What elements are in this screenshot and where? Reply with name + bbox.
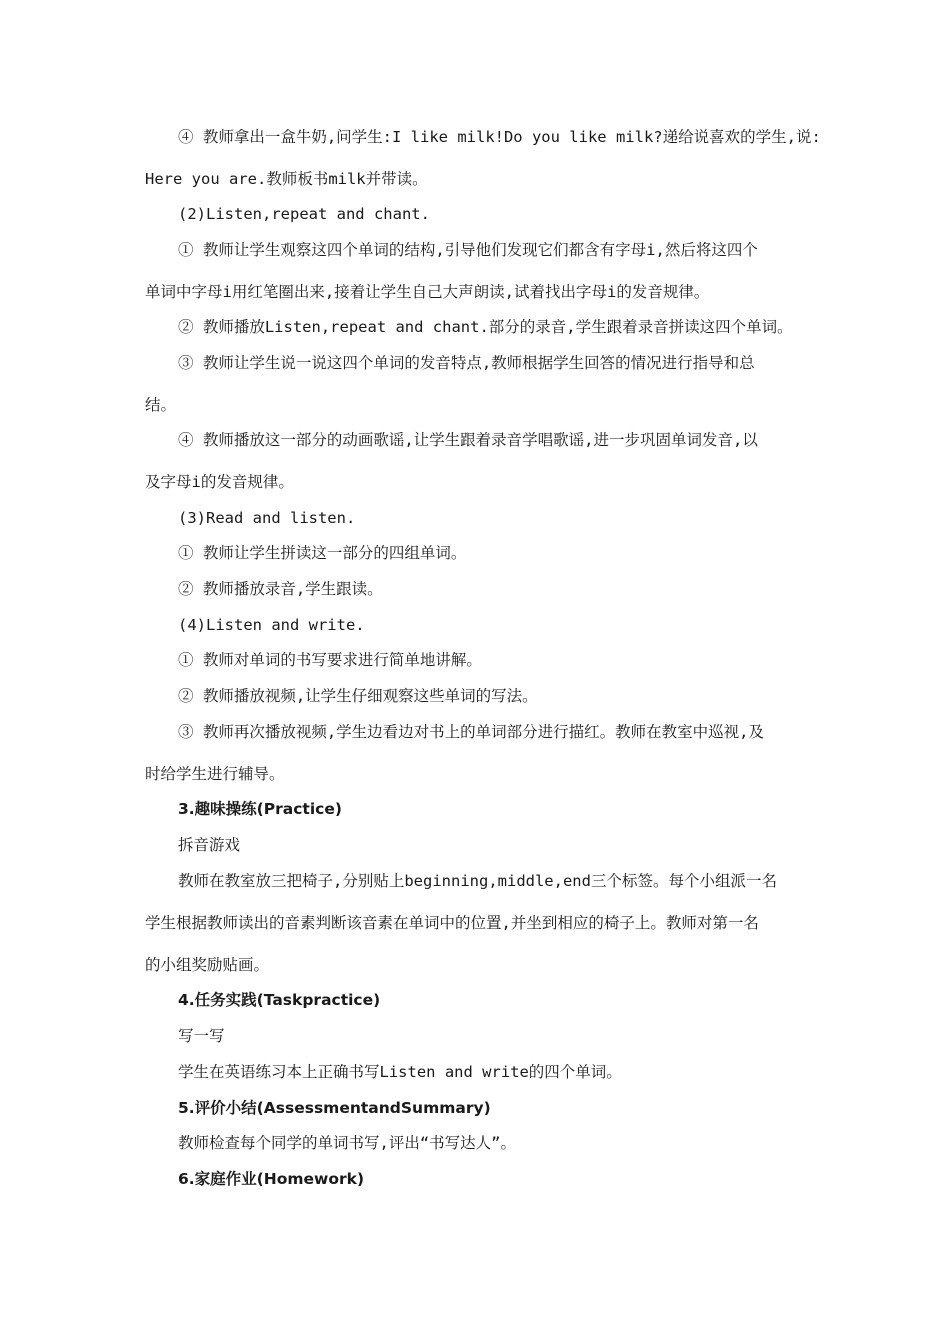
paragraph-line: 教师检查每个同学的单词书写,评出“书写达人”。 — [178, 1134, 516, 1152]
paragraph-line: ① 教师对单词的书写要求进行简单地讲解。 — [178, 651, 482, 669]
paragraph-line: ③ 教师让学生说一说这四个单词的发音特点,教师根据学生回答的情况进行指导和总 — [178, 354, 755, 372]
subsection-heading: 拆音游戏 — [178, 836, 241, 854]
section-heading: (4)Listen and write. — [178, 616, 365, 634]
subsection-heading: 写一写 — [178, 1027, 225, 1045]
paragraph-line: 教师在教室放三把椅子,分别贴上beginning,middle,end三个标签。每个小组派一名 — [178, 872, 777, 890]
section-heading: 3.趣味操练(Practice) — [178, 800, 342, 818]
paragraph-line: 单词中字母i用红笔圈出来,接着让学生自己大声朗读,试着找出字母i的发音规律。 — [145, 283, 710, 301]
paragraph-line: 学生在英语练习本上正确书写Listen and write的四个单词。 — [178, 1063, 622, 1081]
paragraph-line: 学生根据教师读出的音素判断该音素在单词中的位置,并坐到相应的椅子上。教师对第一名 — [145, 914, 759, 932]
paragraph-line: 及字母i的发音规律。 — [145, 473, 294, 491]
paragraph-line: ④ 教师播放这一部分的动画歌谣,让学生跟着录音学唱歌谣,进一步巩固单词发音,以 — [178, 431, 758, 449]
section-heading: 6.家庭作业(Homework) — [178, 1170, 365, 1188]
paragraph-line: ② 教师播放视频,让学生仔细观察这些单词的写法。 — [178, 687, 538, 705]
paragraph-line: 的小组奖励贴画。 — [145, 956, 270, 974]
paragraph-line: Here you are.教师板书milk并带读。 — [145, 170, 428, 188]
section-heading: 4.任务实践(Taskpractice) — [178, 991, 381, 1009]
paragraph-line: ① 教师让学生观察这四个单词的结构,引导他们发现它们都含有字母i,然后将这四个 — [178, 241, 758, 259]
section-heading: (3)Read and listen. — [178, 509, 356, 527]
paragraph-line: ② 教师播放录音,学生跟读。 — [178, 580, 383, 598]
section-heading: 5.评价小结(AssessmentandSummary) — [178, 1099, 491, 1117]
paragraph-line: 时给学生进行辅导。 — [145, 765, 285, 783]
paragraph-line: ② 教师播放Listen,repeat and chant.部分的录音,学生跟着录音拼读这四个单词。 — [178, 318, 793, 336]
paragraph-line: 结。 — [145, 396, 177, 414]
paragraph-line: ③ 教师再次播放视频,学生边看边对书上的单词部分进行描红。教师在教室中巡视,及 — [178, 723, 764, 741]
paragraph-line: ① 教师让学生拼读这一部分的四组单词。 — [178, 544, 467, 562]
paragraph-line: ④ 教师拿出一盒牛奶,问学生:I like milk!Do you like milk?递给说喜欢的学生,说: — [178, 128, 821, 146]
section-heading: (2)Listen,repeat and chant. — [178, 205, 430, 223]
